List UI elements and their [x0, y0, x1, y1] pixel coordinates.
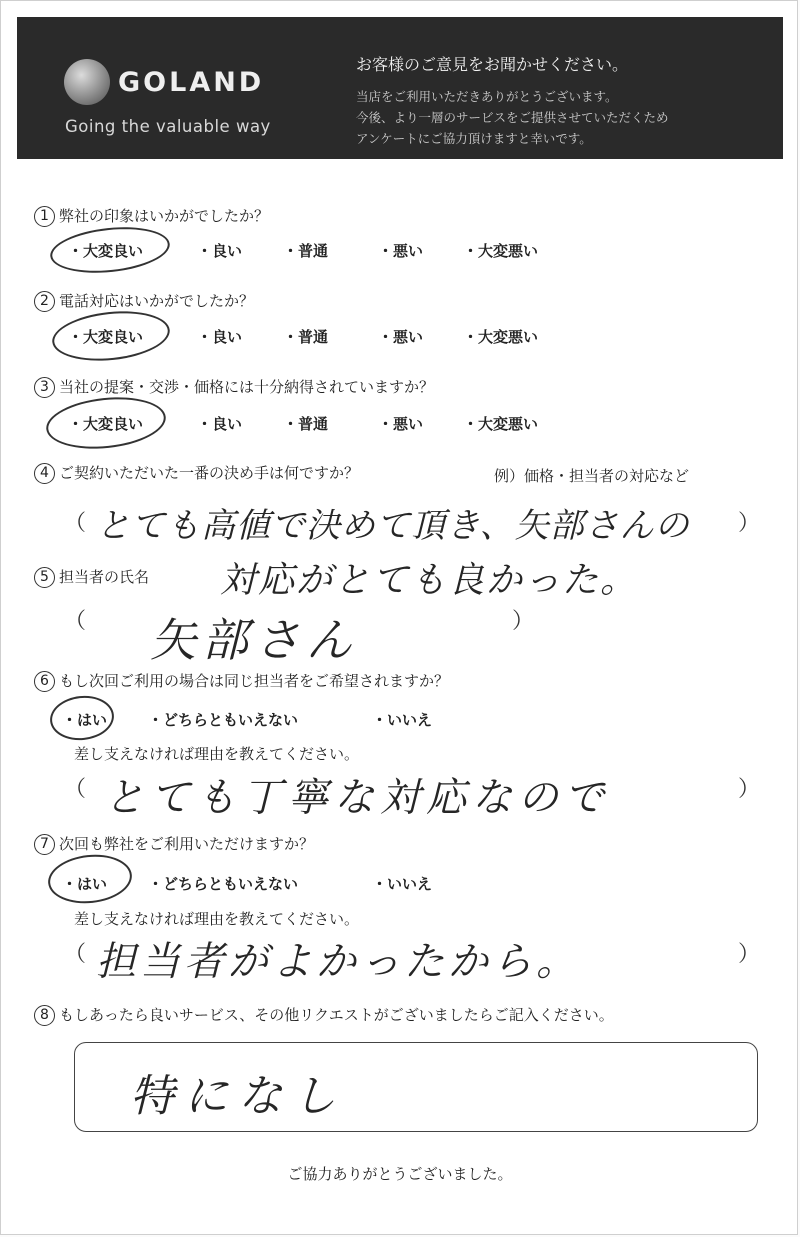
question-number: 5	[34, 567, 55, 588]
header-line: 当店をご利用いただきありがとうございます。	[356, 89, 618, 104]
option-very-bad[interactable]: ・大変悪い	[463, 328, 539, 346]
header-message	[356, 52, 786, 149]
question-3	[34, 376, 434, 398]
paren-open: （	[64, 777, 87, 802]
option-bad[interactable]: ・悪い	[378, 242, 424, 260]
handwritten-request: 特になし	[130, 1071, 346, 1122]
paren-close: ）	[738, 942, 761, 967]
option-average[interactable]: ・普通	[283, 415, 329, 433]
option-no[interactable]: ・いいえ	[372, 875, 433, 893]
question-number: 6	[34, 671, 55, 692]
option-very-bad[interactable]: ・大変悪い	[463, 242, 539, 260]
question-example: 例）価格・担当者の対応など	[494, 467, 690, 485]
option-neither[interactable]: ・どちらともいえない	[148, 875, 299, 893]
handwritten-staff-name: 矢部さん	[150, 613, 358, 667]
header-line: アンケートにご協力頂けますと幸いです。	[356, 131, 592, 146]
handwritten-reason: 担当者がよかったから。	[96, 939, 580, 985]
option-yes[interactable]: ・はい	[62, 875, 108, 893]
option-very-good[interactable]: ・大変良い	[68, 415, 144, 433]
question-number: 1	[34, 206, 55, 227]
brand-tagline: Going the valuable way	[65, 117, 271, 136]
option-average[interactable]: ・普通	[283, 328, 329, 346]
question-text: 当社の提案・交渉・価格には十分納得されていますか？	[59, 378, 435, 396]
reason-prompt: 差し支えなければ理由を教えてください。	[74, 745, 360, 763]
question-1	[34, 205, 269, 227]
question-text: 担当者の氏名	[59, 568, 150, 586]
question-6	[34, 670, 449, 692]
option-very-bad[interactable]: ・大変悪い	[463, 415, 539, 433]
option-very-good[interactable]: ・大変良い	[68, 242, 144, 260]
handwritten-reason: とても丁寧な対応なので	[104, 775, 610, 821]
question-8	[34, 1004, 614, 1026]
paren-open: （	[64, 609, 87, 634]
question-7	[34, 833, 314, 855]
question-text: ご契約いただいた一番の決め手は何ですか？	[59, 464, 360, 482]
option-good[interactable]: ・良い	[197, 415, 243, 433]
option-neither[interactable]: ・どちらともいえない	[148, 711, 299, 729]
question-4	[34, 462, 359, 484]
question-text: 電話対応はいかがでしたか？	[59, 292, 255, 310]
brand-name: GOLAND	[118, 67, 265, 98]
question-text: 弊社の印象はいかがでしたか？	[59, 207, 270, 225]
paren-close: ）	[738, 777, 761, 802]
question-text: もし次回ご利用の場合は同じ担当者をご希望されますか？	[59, 672, 450, 690]
option-good[interactable]: ・良い	[197, 328, 243, 346]
question-2	[34, 290, 254, 312]
question-number: 4	[34, 463, 55, 484]
paren-close: ）	[512, 609, 535, 634]
question-number: 7	[34, 834, 55, 855]
handwritten-answer-line-1: とても高値で決めて頂き、矢部さんの	[96, 506, 690, 546]
option-yes[interactable]: ・はい	[62, 711, 108, 729]
question-5	[34, 566, 149, 588]
handwritten-answer-line-2: 対応がとても良かった。	[220, 560, 639, 601]
question-text: もしあったら良いサービス、その他リクエストがございましたらご記入ください。	[59, 1006, 614, 1024]
option-bad[interactable]: ・悪い	[378, 415, 424, 433]
reason-prompt: 差し支えなければ理由を教えてください。	[74, 910, 360, 928]
header-line: 今後、より一層のサービスをご提供させていただくため	[356, 110, 669, 125]
option-no[interactable]: ・いいえ	[372, 711, 433, 729]
option-bad[interactable]: ・悪い	[378, 328, 424, 346]
footer-thanks: ご協力ありがとうございました。	[287, 1165, 513, 1183]
goland-logo-icon	[64, 59, 110, 105]
question-text: 次回も弊社をご利用いただけますか？	[59, 835, 315, 853]
question-number: 3	[34, 377, 55, 398]
question-number: 2	[34, 291, 55, 312]
option-good[interactable]: ・良い	[197, 242, 243, 260]
option-very-good[interactable]: ・大変良い	[68, 328, 144, 346]
paren-close: ）	[738, 511, 761, 536]
question-number: 8	[34, 1005, 55, 1026]
header-title: お客様のご意見をお聞かせください。	[356, 55, 629, 74]
paren-open: （	[64, 511, 87, 536]
option-average[interactable]: ・普通	[283, 242, 329, 260]
paren-open: （	[64, 942, 87, 967]
header-banner	[17, 17, 783, 159]
